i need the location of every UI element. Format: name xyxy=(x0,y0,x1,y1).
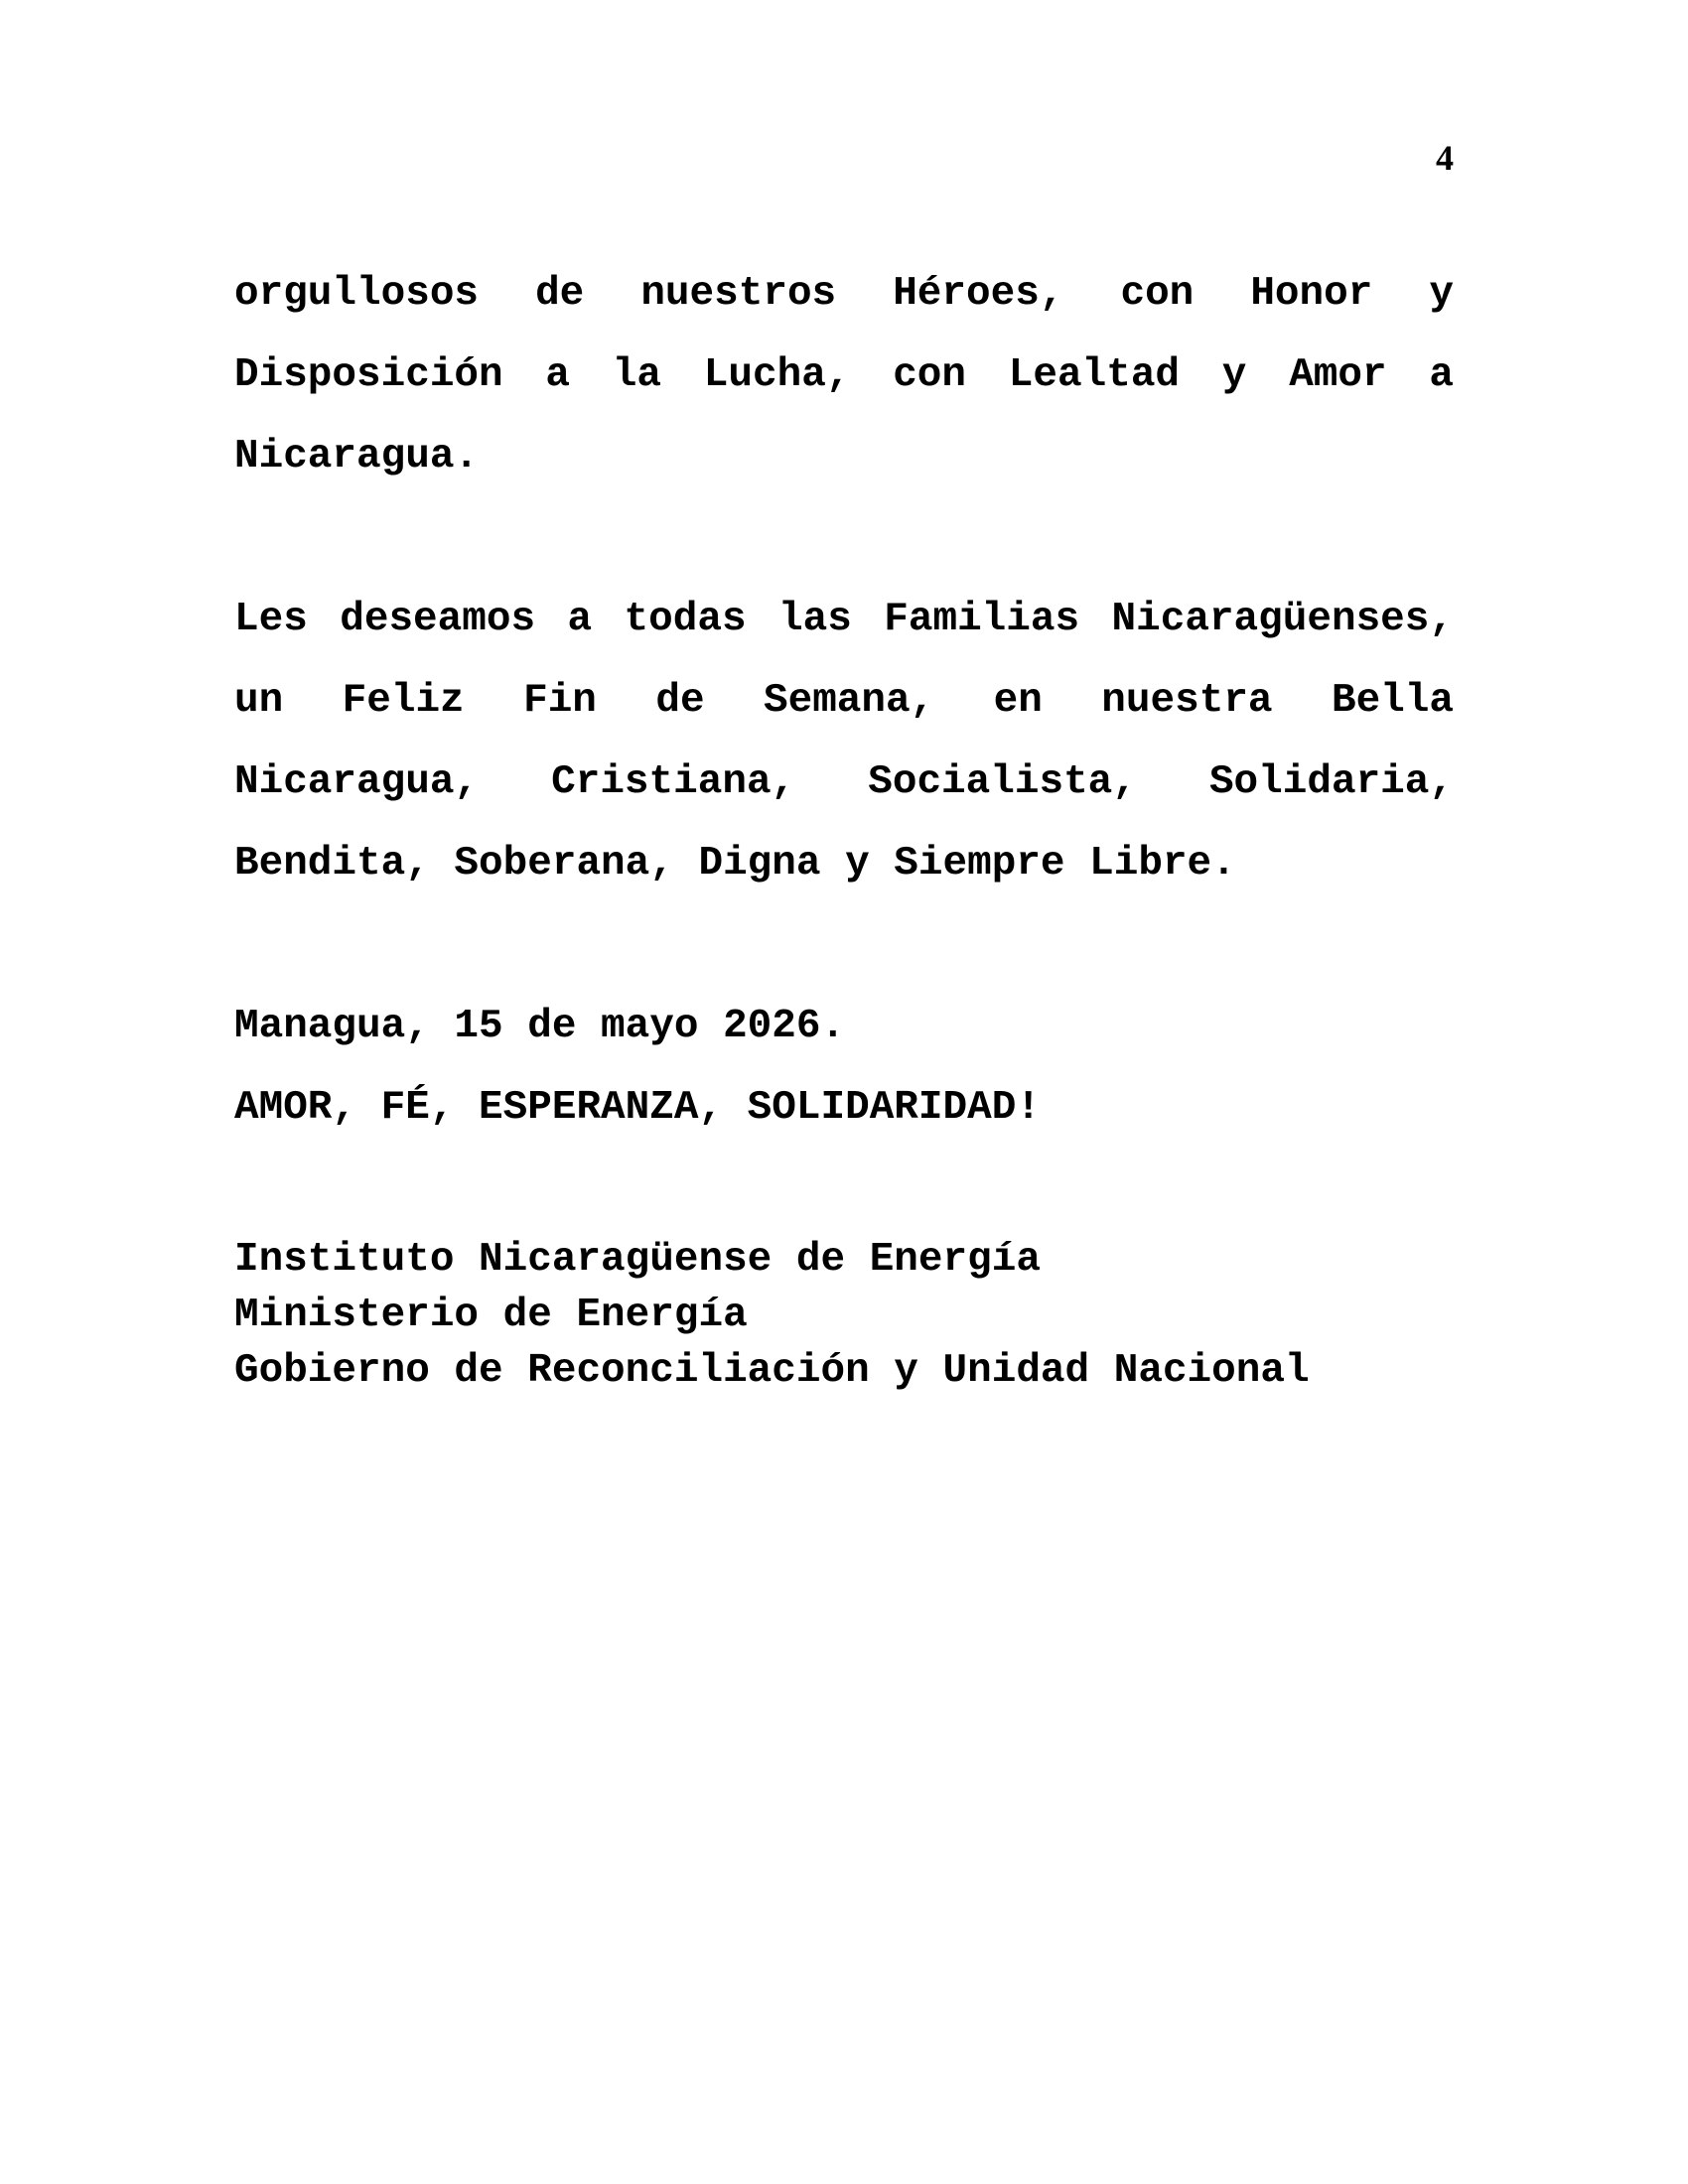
signature-block xyxy=(234,1232,1454,1399)
document-body xyxy=(234,253,1454,1399)
closing-motto: AMOR, FÉ, ESPERANZA, SOLIDARIDAD! xyxy=(234,1085,1041,1131)
body-paragraph-2: Les deseamos a todas las Familias Nicaragüenses, un Feliz Fin de Semana, en nuestra Bella Nicaragua, Cristiana, Socialista, Solidaria, Bendita, Soberana, Digna y Siempre Libre. xyxy=(234,597,1454,887)
signature-ministry: Ministerio de Energía xyxy=(234,1293,748,1338)
signature-government: Gobierno de Reconciliación y Unidad Nacional xyxy=(234,1348,1310,1394)
page-number: 4 xyxy=(1436,138,1454,178)
place-date: Managua, 15 de mayo 2026. xyxy=(234,1004,846,1049)
closing-block xyxy=(234,986,1454,1149)
signature-institute: Instituto Nicaragüense de Energía xyxy=(234,1237,1041,1283)
body-paragraph-1: orgullosos de nuestros Héroes, con Honor y Disposición a la Lucha, con Lealtad y Amor a Nicaragua. xyxy=(234,271,1454,479)
